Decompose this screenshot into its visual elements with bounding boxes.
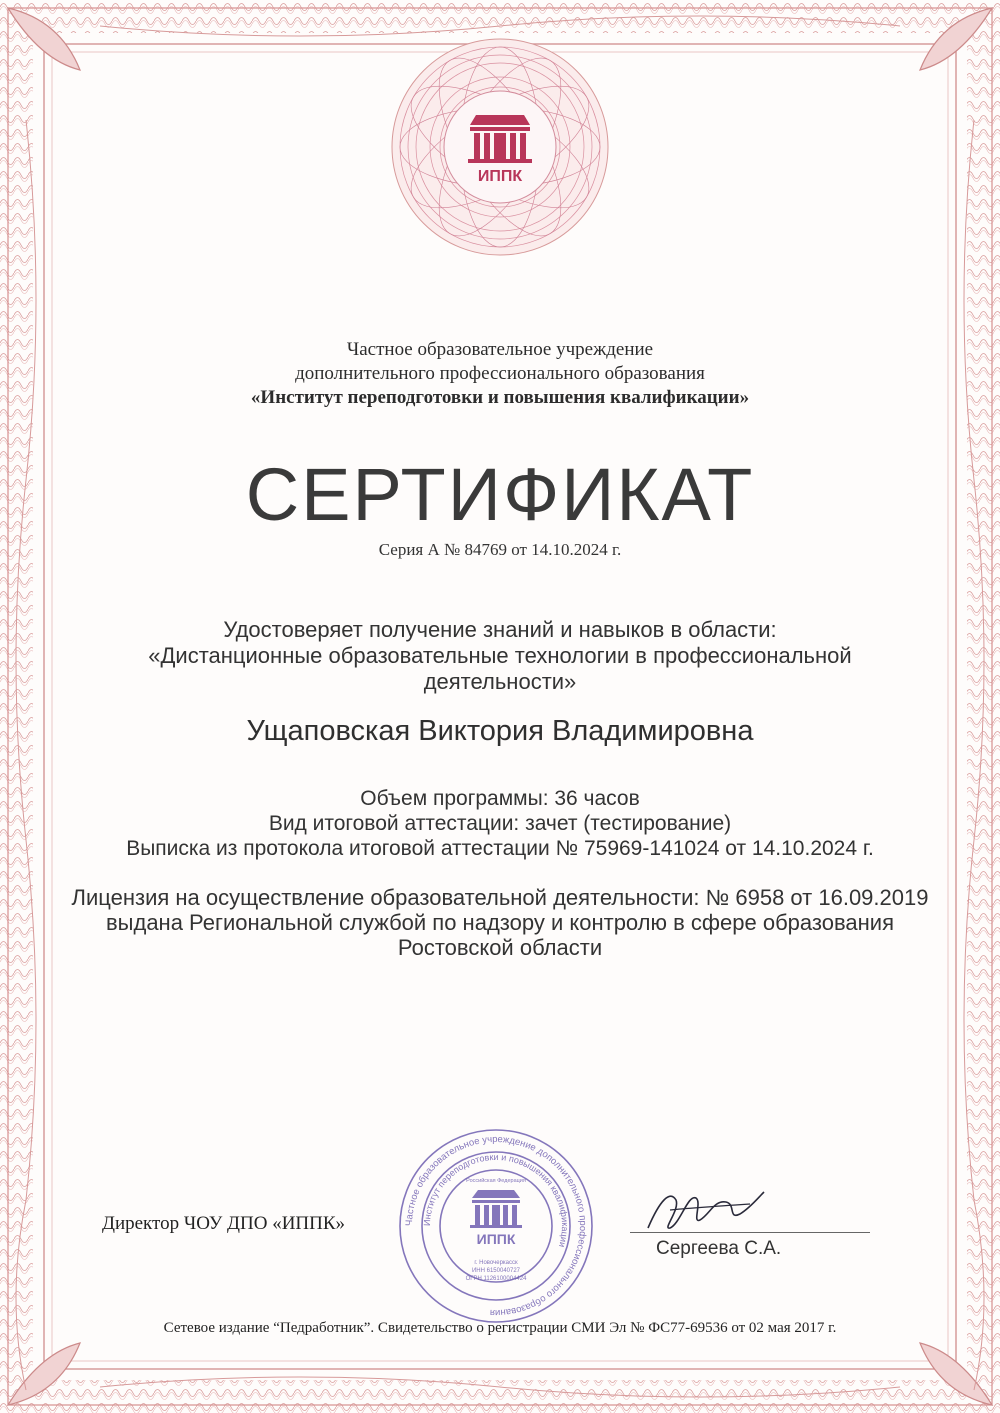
recipient-name: Ущаповская Виктория Владимировна	[246, 715, 754, 747]
org-line-2: дополнительного профессионального образования	[295, 363, 705, 384]
certificate-title: СЕРТИФИКАТ	[245, 453, 755, 536]
attestation-type: Вид итоговой аттестации: зачет (тестирование)	[268, 812, 732, 835]
building-icon	[468, 115, 532, 163]
certifies-block	[0, 617, 1000, 695]
program-volume: Объем программы: 36 часов	[360, 787, 640, 810]
certifies-line-2: «Дистанционные образовательные технологии в профессиональной деятельности»	[148, 643, 852, 694]
license-block	[0, 885, 1000, 960]
footer-note: Сетевое издание “Педработник”. Свидетельство о регистрации СМИ Эл № ФС77-69536 от 02 мая 2017 г.	[163, 1320, 837, 1336]
org-line-3: «Институт переподготовки и повышения квалификации»	[250, 387, 750, 408]
director-signature	[640, 1180, 780, 1240]
director-label: Директор ЧОУ ДПО «ИППК»	[102, 1213, 346, 1234]
official-stamp	[396, 1126, 596, 1326]
license-text: Лицензия на осуществление образовательной деятельности: № 6958 от 16.09.2019 выдана Региональной службой по надзору и контролю в сфере образования Ростовской области	[71, 885, 929, 960]
signer-name: Сергеева С.А.	[656, 1238, 782, 1259]
svg-text:Российская Федерация: Российская Федерация	[466, 1178, 526, 1184]
svg-text:ИППК: ИППК	[477, 168, 523, 185]
org-line-1: Частное образовательное учреждение	[346, 339, 654, 360]
svg-text:ИНН 6150040727: ИНН 6150040727	[471, 1268, 521, 1274]
organization-header	[0, 338, 1000, 410]
stamp-building-icon	[470, 1190, 522, 1228]
svg-text:ОГРН 1126100004424: ОГРН 1126100004424	[465, 1276, 527, 1282]
program-details	[0, 786, 1000, 861]
certifies-line-1: Удостоверяет получение знаний и навыков в области:	[223, 617, 777, 642]
svg-text:г. Новочеркасск: г. Новочеркасск	[474, 1260, 518, 1266]
signature-line	[630, 1232, 870, 1233]
protocol-extract: Выписка из протокола итоговой аттестации № 75969-141024 от 14.10.2024 г.	[126, 837, 874, 860]
svg-text:Частное образовательное учрежд: Частное образовательное учреждение дополнительного профессионального образования	[403, 1133, 589, 1319]
svg-text:ИППК: ИППК	[476, 1231, 516, 1247]
certificate-series: Серия А № 84769 от 14.10.2024 г.	[378, 540, 622, 559]
svg-text:Институт переподготовки и повы: Институт переподготовки и повышения квалификации	[421, 1151, 571, 1249]
institute-emblem	[355, 35, 645, 260]
